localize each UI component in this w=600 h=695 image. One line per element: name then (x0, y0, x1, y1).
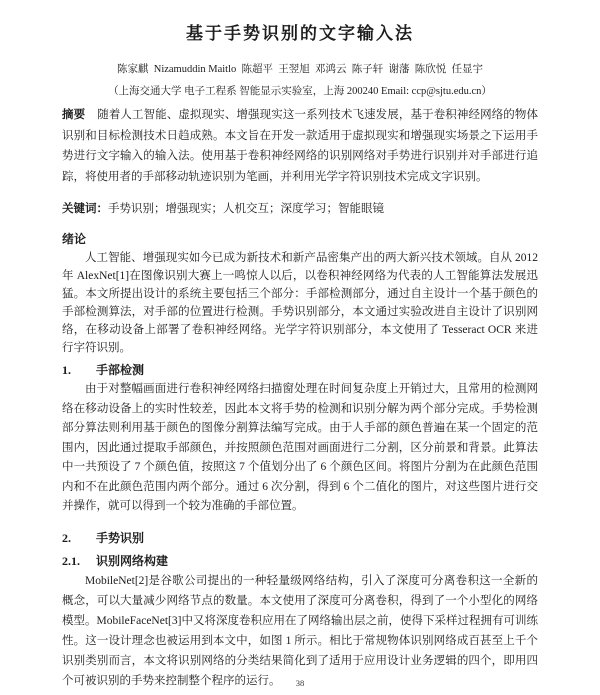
hand-detection-paragraph: 由于对整幅画面进行卷积神经网络扫描窗处理在时间复杂度上开销过大，且常用的检测网络在移动设备上的实时性较差，因此本文将手势的检测和识别分解为两个部分完成。手势检测部分算法则利用基于颜色的图像分割算法编写完成。由于人手部的颜色普遍在某一个固定的范围内，因此通过提取手部颜色，并按照颜色范围对画面进行二分割，区分前景和背景。此算法中一共预设了 7 个颜色值，按照这 7 个值划分出了 6 个颜色区间。将图片分割为在此颜色范围内和不在此颜色范围内两个部分。通过 6 次分割，得到 6 个二值化的图片，对这些图片进行交并操作，就可以得到一个较为准确的手部位置。 (62, 383, 538, 512)
page-number: 38 (295, 678, 305, 688)
section-title: 手势识别 (96, 530, 145, 545)
authors-line: 陈家麒 Nizamuddin Maitlo 陈超平 王翌旭 邓鸿云 陈子轩 谢藩 陈欣悦 任显宇 (116, 64, 484, 75)
affiliation-line: （上海交通大学 电子工程系 智能显示实验室，上海 200240 Email: ccp@sjtu.edu.cn） (108, 86, 492, 97)
keywords-text: 手势识别；增强现实；人机交互；深度学习；智能眼镜 (108, 202, 384, 215)
keywords-label: 关键词： (62, 202, 108, 215)
section-number: 1. (62, 363, 71, 377)
section-number: 2. (62, 530, 71, 545)
section-heading-intro: 绪论 (62, 232, 87, 246)
intro-paragraph: 人工智能、增强现实如今已成为新技术和新产品密集产出的两大新兴技术领域。自从 2012 年 AlexNet[1]在图像识别大赛上一鸣惊人以后，以卷积神经网络为代表的人工智能算法发展迅猛。本文所提出设计的系统主要包括三个部分：手部检测部分，通过自主设计一个基于颜色的手部检测算法，对手部的位置进行检测。手势识别部分，本文通过实验改进自主设计了识别网络，在移动设备上部署了卷积神经网络。光学字符识别部分，本文使用了 Tesseract OCR 来进行字符识别。 (62, 252, 538, 354)
abstract-paragraph (62, 105, 538, 187)
paper-title: 基于手势识别的文字输入法 (186, 24, 414, 43)
section-heading-gesture-recognition (62, 529, 538, 547)
section-title: 识别网络构建 (96, 553, 169, 568)
section-heading-hand-detection (62, 361, 538, 379)
abstract-label: 摘要 (62, 109, 86, 121)
section-heading-network-construction (62, 552, 538, 570)
section-number: 2.1. (62, 553, 80, 568)
section-title: 手部检测 (96, 363, 145, 377)
network-construction-paragraph: MobileNet[2]是谷歌公司提出的一种轻量级网络结构，引入了深度可分离卷积这一全新的概念，可以大量减少网络节点的数量。本文使用了深度可分离卷积，得到了一个小型化的网络模型。MobileFaceNet[3]中又将深度卷积应用在了网络输出层之前，使得下采样过程拥有可训练性。这一设计理念也被运用到本文中，如图 1 所示。相比于常规物体识别网络成百甚至上千个识别类别而言，本文将识别网络的分类结果简化到了适用于应用设计业务逻辑的四个，即用四个可被识别的手势来控制整个程序的运行。 (62, 574, 538, 687)
keywords-paragraph (62, 199, 538, 219)
abstract-text: 随着人工智能、虚拟现实、增强现实这一系列技术飞速发展，基于卷积神经网络的物体识别和目标检测技术日趋成熟。本文旨在开发一款适用于虚拟现实和增强现实场景之下运用手势进行文字输入的输入法。使用基于卷积神经网络的识别网络对手势进行识别并对手部进行追踪，将使用者的手部移动轨迹识别为笔画，并利用光学字符识别技术完成文字识别。 (62, 109, 539, 183)
